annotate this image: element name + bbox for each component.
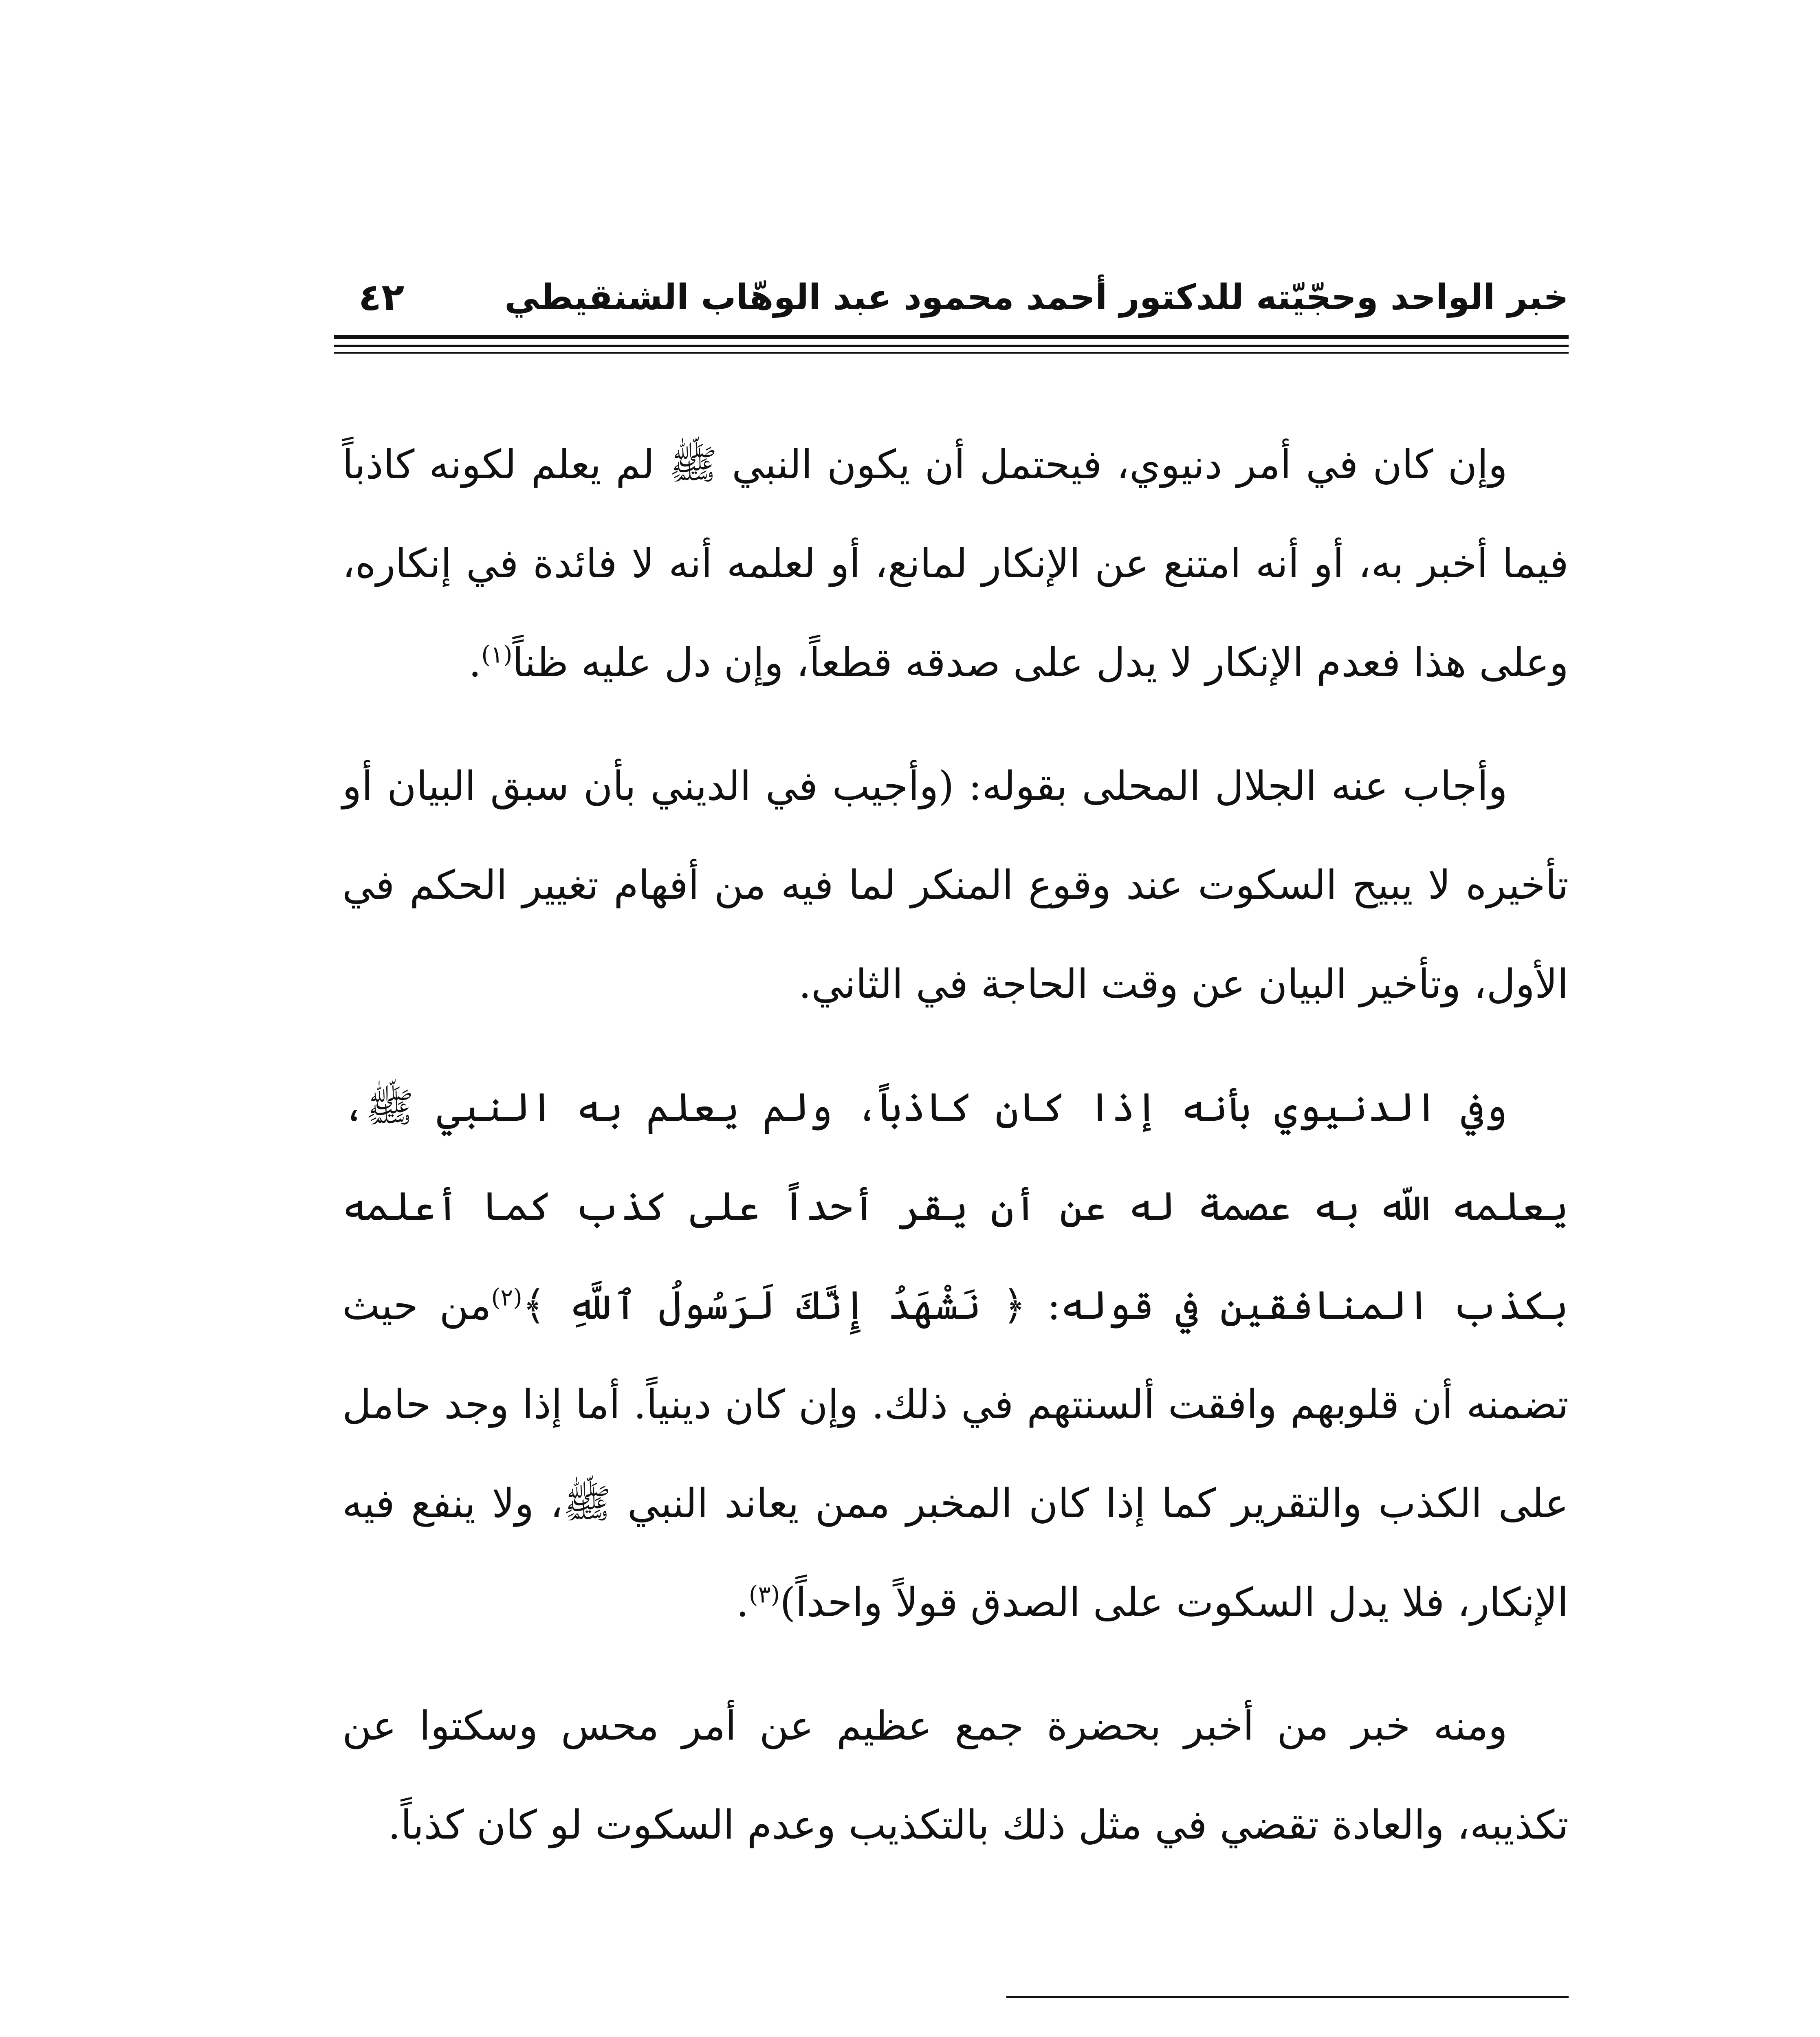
header-rule bbox=[334, 335, 1569, 339]
paragraph-3-end: . bbox=[736, 1579, 749, 1626]
footnote-ref-3: (٣) bbox=[748, 1580, 780, 1608]
body-text bbox=[342, 416, 1569, 1899]
header-title: خبر الواحد وحجّيّته للدكتور أحمد محمود عبد الوهّاب الشنقيطي bbox=[504, 277, 1569, 318]
paragraph-3-tail: من حيث تضمنه أن قلوبهم وافقت ألسنتهم في ذلك. وإن كان دينياً. أما إذا وجد حامل على الكذب والتقرير كما إذا كان المخبر ممن يعاند النبي ﷺ، ولا ينفع فيه الإنكار، فلا يدل السكوت على الصدق قولاً واحداً) bbox=[342, 1282, 1569, 1626]
page-number: ٤٢ bbox=[359, 275, 405, 319]
paragraph-3 bbox=[342, 1058, 1569, 1652]
paragraph-1-text: وإن كان في أمر دنيوي، فيحتمل أن يكون النبي ﷺ لم يعلم لكونه كاذباً فيما أخبر به، أو أنه امتنع عن الإنكار لمانع، أو لعلمه أنه لا فائدة في إنكاره، وعلى هذا فعدم الإنكار لا يدل على صدقه قطعاً، وإن دل عليه ظناً bbox=[342, 442, 1569, 686]
header-rule-thin bbox=[334, 352, 1569, 354]
paragraph-4: ومنه خبر من أخبر بحضرة جمع عظيم عن أمر محس وسكتوا عن تكذيبه، والعادة تقضي في مثل ذلك بالتكذيب وعدم السكوت لو كان كذباً. bbox=[342, 1703, 1569, 1848]
paragraph-1-end: . bbox=[469, 640, 482, 686]
footnote-ref-1: (١) bbox=[481, 640, 513, 669]
running-header bbox=[334, 265, 1569, 330]
paragraph-2: وأجاب عنه الجلال المحلى بقوله: (وأجيب في الديني بأن سبق البيان أو تأخيره لا يبيح السكوت عند وقوع المنكر لما فيه من أفهام تغيير الحكم في الأول، وتأخير البيان عن وقت الحاجة في الثاني. bbox=[342, 763, 1569, 1008]
footnote-ref-2: (٢) bbox=[491, 1283, 522, 1311]
paragraph-3-text: وفي الدنيوي بأنه إذا كان كاذباً، ولم يعلم به النبي ﷺ، يعلمه اللّه به عصمة له عن أن يقر أحداً على كذب كما أعلمه بكذب المنافقين في قوله: ﴿ نَشْهَدُ إِنَّكَ لَرَسُولُ ٱللَّهِ ﴾ bbox=[342, 1084, 1569, 1329]
paragraph-1 bbox=[342, 416, 1569, 713]
footnote-separator bbox=[1006, 1996, 1569, 1998]
header-rule-double bbox=[334, 345, 1569, 347]
